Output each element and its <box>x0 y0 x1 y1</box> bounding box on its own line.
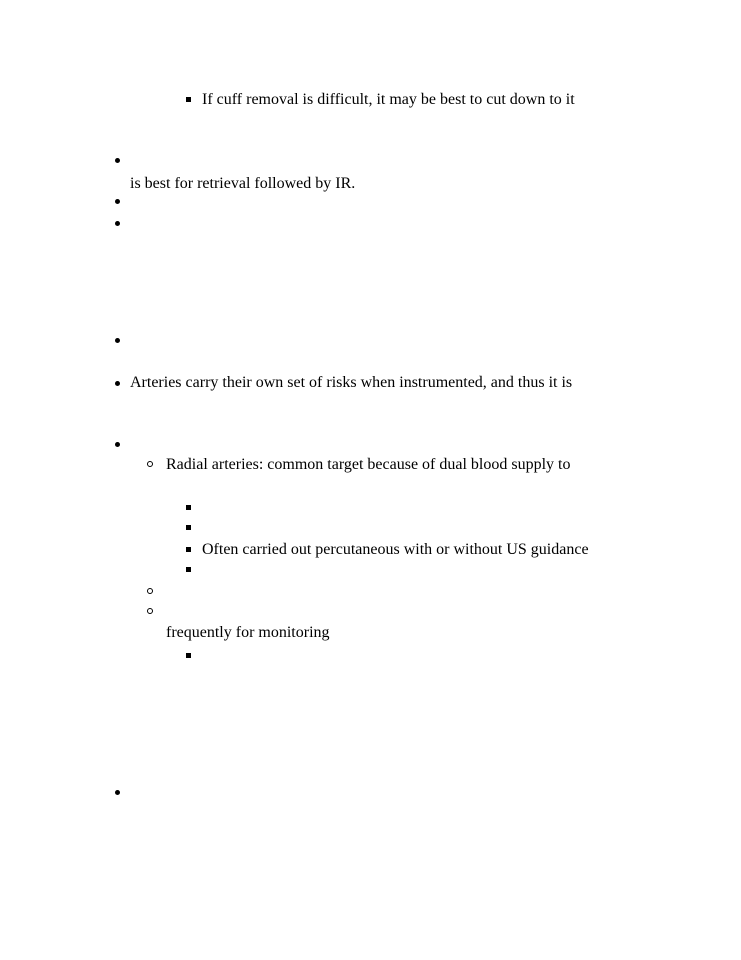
circle-bullet-icon <box>147 608 153 614</box>
list-item-cuff-removal: If cuff removal is difficult, it may be best to cut down to it <box>202 91 575 108</box>
circle-bullet-icon <box>147 461 153 467</box>
disc-bullet-icon <box>115 199 120 204</box>
disc-bullet-icon <box>115 338 120 343</box>
list-item-arteries-risks: Arteries carry their own set of risks when instrumented, and thus it is <box>130 374 573 391</box>
disc-bullet-icon <box>115 790 120 795</box>
list-item-retrieval: is best for retrieval followed by IR. <box>130 175 356 192</box>
disc-bullet-icon <box>115 442 120 447</box>
square-bullet-icon <box>186 547 191 552</box>
square-bullet-icon <box>186 525 191 530</box>
square-bullet-icon <box>186 97 191 102</box>
square-bullet-icon <box>186 653 191 658</box>
disc-bullet-icon <box>115 221 120 226</box>
disc-bullet-icon <box>115 381 120 386</box>
list-item-percutaneous: Often carried out percutaneous with or without US guidance <box>202 541 589 558</box>
list-item-monitoring: frequently for monitoring <box>166 624 330 641</box>
list-item-radial-arteries: Radial arteries: common target because of dual blood supply to <box>166 456 571 473</box>
disc-bullet-icon <box>115 158 120 163</box>
square-bullet-icon <box>186 505 191 510</box>
circle-bullet-icon <box>147 588 153 594</box>
square-bullet-icon <box>186 567 191 572</box>
